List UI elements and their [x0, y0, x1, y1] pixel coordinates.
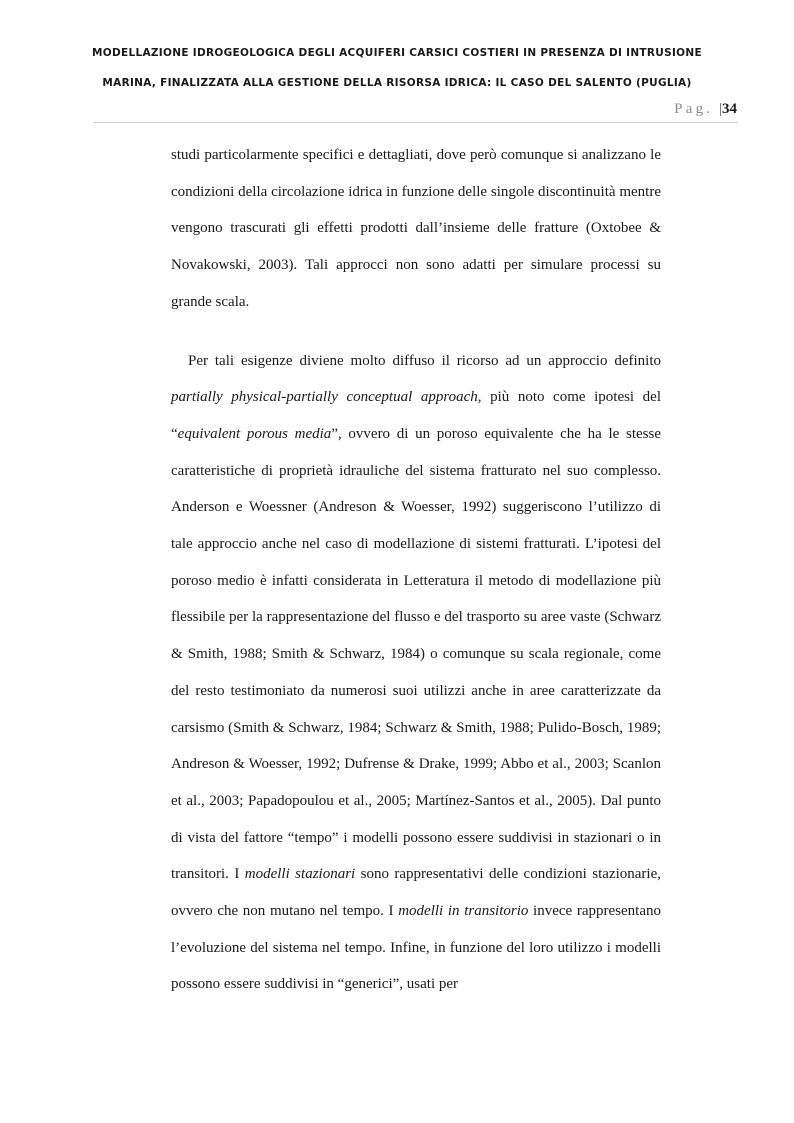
paragraph-2-text-1: Per tali esigenze diviene molto diffuso il ricorso ad un approccio definito	[188, 352, 661, 369]
paragraph-2-text-5: invece rappresentano l’evoluzione del sistema nel tempo. Infine, in funzione del loro utilizzo i modelli possono essere suddivisi in “generici”, usati per	[171, 903, 661, 993]
paragraph-2-text-4: sono rappresentativi delle condizioni stazionarie, ovvero che non mutano nel tempo. I	[171, 866, 661, 920]
header-line-1: MODELLAZIONE IDROGEOLOGICA DEGLI ACQUIFERI CARSICI COSTIERI IN PRESENZA DI INTRUSIONE	[92, 47, 702, 59]
header-line-2: MARINA, FINALIZZATA ALLA GESTIONE DELLA RISORSA IDRICA: IL CASO DEL SALENTO (PUGLIA)	[102, 77, 692, 89]
paragraph-2-italic-3: modelli stazionari	[244, 866, 356, 883]
paragraph-2	[171, 343, 661, 1004]
paragraph-2-text-2: , più noto come ipotesi del “	[171, 389, 661, 442]
paragraph-1: studi particolarmente specifici e dettagliati, dove però comunque si analizzano le condizioni della circolazione idrica in funzione delle singole discontinuità mentre vengono trascurati gli effetti prodotti dall’insieme delle fratture (Oxtobee & Novakowski, 2003). Tali approcci non sono adatti per simulare processi su grande scala.	[171, 147, 661, 310]
paragraph-2-italic-4: modelli in transitorio	[398, 903, 529, 920]
paragraph-2-italic-1: partially physical-partially conceptual approach	[171, 389, 478, 406]
page-number	[674, 101, 737, 118]
paragraph-2-italic-2: equivalent porous media	[177, 425, 332, 442]
paragraph-2-text-3: ”, ovvero di un poroso equivalente che ha le stesse caratteristiche di proprietà idrauliche del sistema fratturato nel suo complesso. Anderson e Woessner (Andreson & Woesser, 1992) suggeriscono l’utilizzo di tale approccio anche nel caso di modellazione di sistemi fratturati. L’ipotesi del poroso medio è infatti considerata in Letteratura il metodo di modellazione più flessibile per la rappresentazione del flusso e del trasporto su aree vaste (Schwarz & Smith, 1988; Smith & Schwarz, 1984) o comunque su scala regionale, come del resto testimoniato da numerosi suoi utilizzi anche in aree caratterizzate da carsismo (Smith & Schwarz, 1984; Schwarz & Smith, 1988; Pulido-Bosch, 1989; Andreson & Woesser, 1992; Dufrense & Drake, 1999; Abbo et al., 2003; Scanlon et al., 2003; Papadopoulou et al., 2005; Martínez-Santos et al., 2005). Dal punto di vista del fattore “tempo” i modelli possono essere suddivisi in stazionari o in transitori. I	[171, 425, 661, 883]
page-number-value: 34	[722, 101, 737, 117]
page-label: Pag.	[674, 101, 714, 117]
running-header	[60, 40, 734, 100]
page-separator: |	[718, 101, 722, 117]
body-text	[171, 137, 661, 1003]
header-divider	[93, 122, 738, 123]
